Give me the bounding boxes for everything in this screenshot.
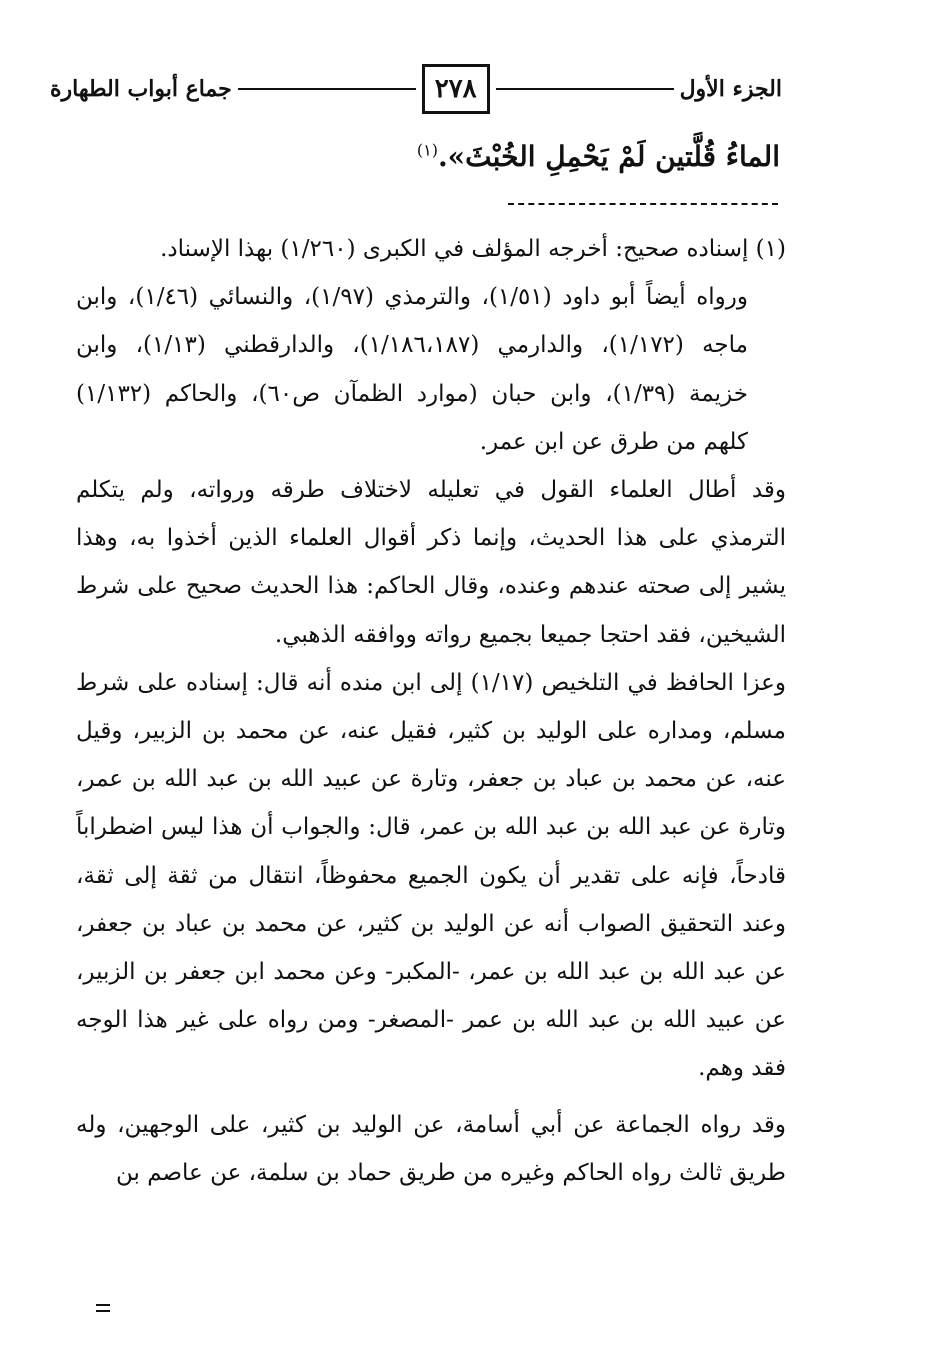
footnote-separator — [508, 203, 778, 205]
hadith-text — [417, 140, 780, 173]
page-header — [50, 62, 782, 116]
footnote-marker: (١) — [416, 140, 438, 160]
footnote-paragraph: (١) إسناده صحيح: أخرجه المؤلف في الكبرى (١/٢٦٠) بهذا الإسناد. — [160, 236, 786, 262]
part-title: الجزء الأول — [679, 76, 782, 102]
footnote-paragraph: وقد رواه الجماعة عن أبي أسامة، عن الوليد بن كثير، على الوجهين، وله طريق ثالث رواه الحاكم وغيره من طريق حماد بن سلمة، عن عاصم بن — [76, 1111, 786, 1186]
header-rule-left — [238, 88, 416, 90]
page-number: ٢٧٨ — [422, 64, 490, 114]
chapter-title: جماع أبواب الطهارة — [50, 76, 232, 102]
footnotes-section — [76, 225, 786, 1197]
footnote-paragraph: وعزا الحافظ في التلخيص (١/١٧) إلى ابن منده أنه قال: إسناده على شرط مسلم، ومداره على الوليد بن كثير، فقيل عنه، عن محمد بن الزبير، وقيل عنه، عن محمد بن عباد بن جعفر، وتارة عن عبيد الله بن عبد الله بن عمر، وتارة عن عبد الله بن عبد الله بن عمر، قال: والجواب أن هذا ليس اضطراباً قادحاً، فإنه على تقدير أن يكون الجميع محفوظاً، انتقال من ثقة إلى ثقة، وعند التحقيق الصواب أنه عن الوليد بن كثير، عن محمد بن عباد بن جعفر، عن عبد الله بن عبد الله بن عمر، -المكبر- وعن محمد ابن جعفر بن الزبير، عن عبيد الله بن عبد الله بن عمر -المصغر- ومن رواه على غير هذا الوجه فقد وهم. — [76, 669, 786, 1082]
footnote-paragraph: وقد أطال العلماء القول في تعليله لاختلاف طرقه ورواته، ولم يتكلم الترمذي على هذا الحديث، وإنما ذكر أقوال العلماء الذين أخذوا به، وهذا يشير إلى صحته عندهم وعنده، وقال الحاكم: هذا الحديث صحيح على شرط الشيخين، فقد احتجا جميعا بجميع رواته ووافقه الذهبي. — [76, 477, 786, 648]
continuation-mark — [96, 1304, 110, 1312]
header-rule-right — [496, 88, 674, 90]
hadith-tail-text: الماءُ قُلَّتين لَمْ يَحْمِلِ الخُبْثَ». — [437, 140, 780, 173]
footnote-paragraph: ورواه أيضاً أبو داود (١/٥١)، والترمذي (١/٩٧)، والنسائي (١/٤٦)، وابن ماجه (١/١٧٢)، والدارمي (١/١٨٦،١٨٧)، والدارقطني (١/١٣)، وابن خزيمة (١/٣٩)، وابن حبان (موارد الظمآن ص٦٠)، والحاكم (١/١٣٢) كلهم من طرق عن ابن عمر. — [76, 284, 748, 455]
